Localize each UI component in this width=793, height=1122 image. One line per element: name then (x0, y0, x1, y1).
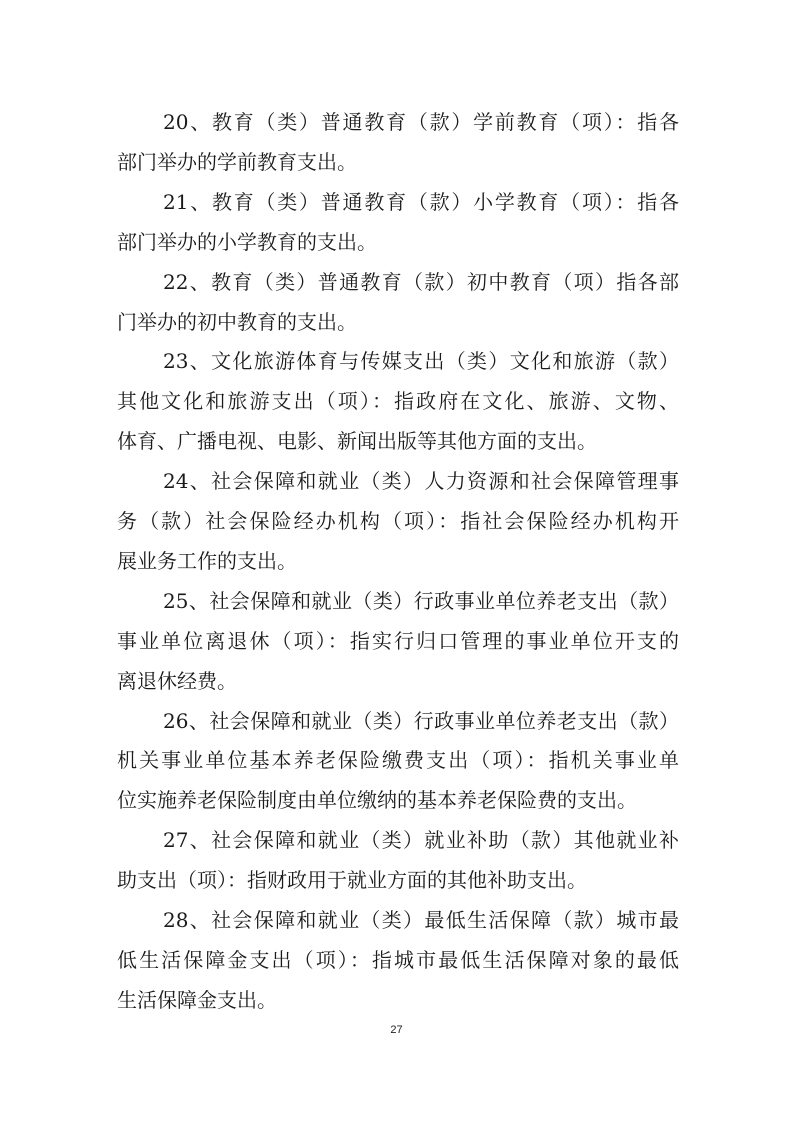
paragraph-line: 助支出（项）：指财政用于就业方面的其他补助支出。 (117, 868, 587, 893)
paragraph-line: 28、社会保障和就业（类）最低生活保障（款）城市最 (163, 908, 679, 932)
paragraph-line: 事业单位离退休（项）：指实行归口管理的事业单位开支的 (117, 628, 679, 653)
paragraph-line: 27、社会保障和就业（类）就业补助（款）其他就业补 (163, 828, 679, 853)
paragraph-line: 20、教育（类）普通教育（款）学前教育（项）：指各 (163, 110, 679, 134)
paragraph-line: 部门举办的小学教育的支出。 (117, 229, 377, 254)
paragraph-line: 24、社会保障和就业（类）人力资源和社会保障管理事 (163, 469, 679, 494)
paragraph-line: 离退休经费。 (117, 668, 237, 693)
paragraph-line: 门举办的初中教育的支出。 (117, 309, 357, 334)
paragraph-line: 21、教育（类）普通教育（款）小学教育（项）：指各 (163, 189, 679, 214)
paragraph-line: 体育、广播电视、电影、新闻出版等其他方面的支出。 (117, 429, 597, 454)
paragraph-line: 生活保障金支出。 (117, 987, 277, 1012)
paragraph-line: 22、教育（类）普通教育（款）初中教育（项）指各部 (163, 269, 679, 294)
paragraph-line: 26、社会保障和就业（类）行政事业单位养老支出（款） (163, 708, 679, 733)
paragraph-line: 低生活保障金支出（项）：指城市最低生活保障对象的最低 (117, 947, 679, 972)
paragraph-line: 25、社会保障和就业（类）行政事业单位养老支出（款） (163, 588, 679, 613)
paragraph-line: 部门举办的学前教育支出。 (117, 149, 357, 174)
paragraph-line: 机关事业单位基本养老保险缴费支出（项）：指机关事业单 (117, 748, 679, 773)
paragraph-line: 23、文化旅游体育与传媒支出（类）文化和旅游（款） (163, 349, 679, 374)
paragraph-line: 其他文化和旅游支出（项）：指政府在文化、旅游、文物、 (117, 389, 679, 414)
paragraph-line: 务（款）社会保险经办机构（项）：指社会保险经办机构开 (117, 509, 679, 533)
paragraph-line: 展业务工作的支出。 (117, 548, 297, 573)
page-number: 27 (390, 1024, 403, 1036)
paragraph-line: 位实施养老保险制度由单位缴纳的基本养老保险费的支出。 (117, 788, 637, 813)
